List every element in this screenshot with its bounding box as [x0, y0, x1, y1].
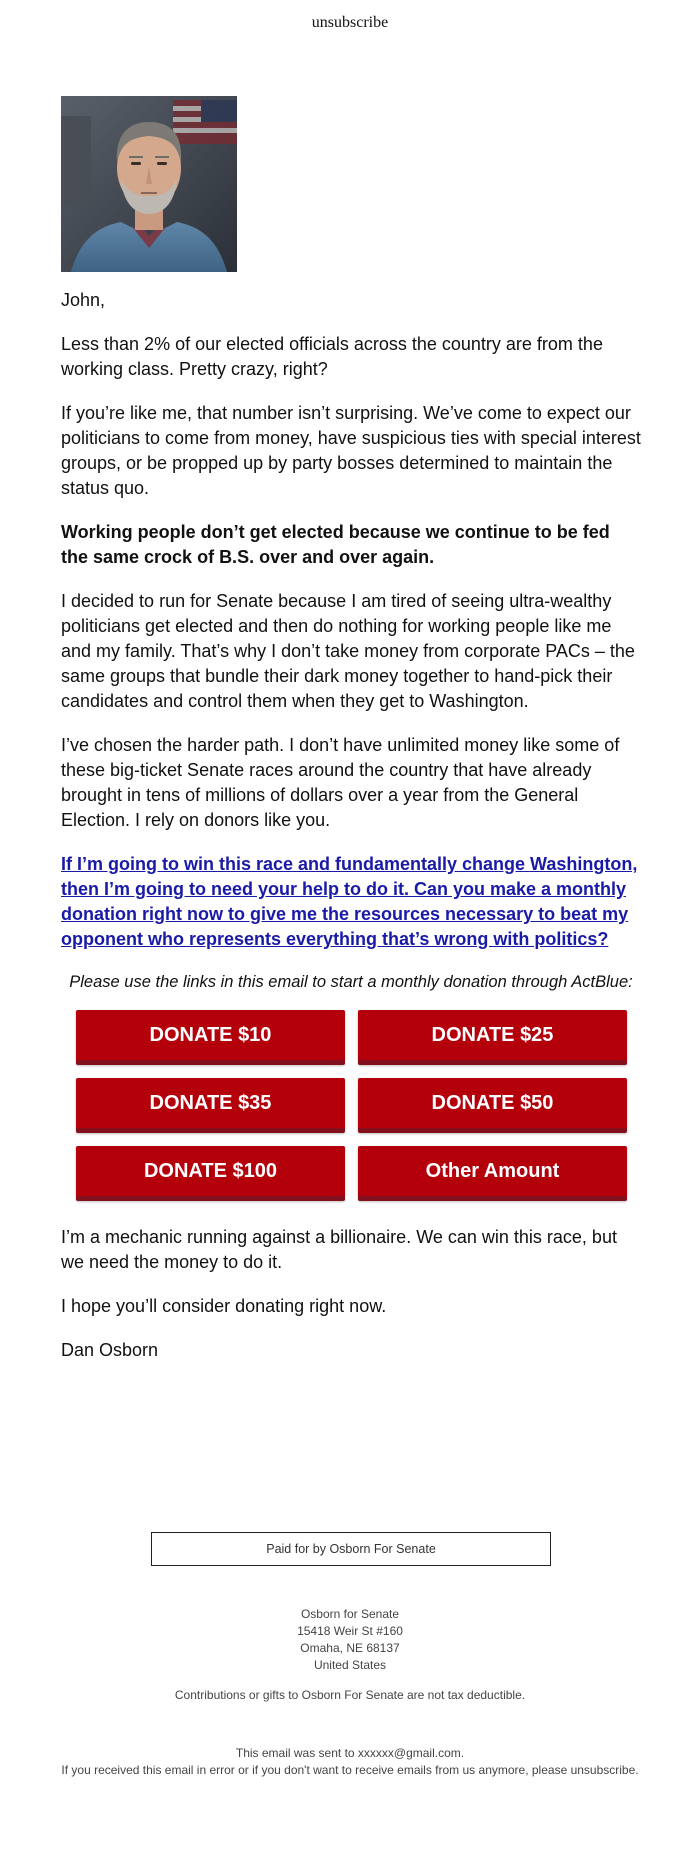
donation-appeal: [61, 852, 641, 952]
portrait-image: [61, 96, 237, 272]
candidate-portrait: [61, 96, 237, 272]
address-line: Osborn for Senate: [300, 1607, 400, 1621]
letter-body: [61, 288, 641, 1382]
address-line: Omaha, NE 68137: [300, 1641, 400, 1655]
donation-instructions: Please use the links in this email to start a monthly donation through ActBlue:: [69, 973, 633, 991]
donation-appeal-link[interactable]: If I’m going to win this race and fundamentally change Washington, then I’m going to need your help to do it. Can you make a monthly donation right now to give me the resources necessary to beat my opponent who represents everything that’s wrong with politics?: [61, 854, 638, 949]
donate-100-button[interactable]: DONATE $100: [76, 1146, 345, 1201]
sent-to-line: [0, 1745, 700, 1762]
signature: Dan Osborn: [61, 1340, 159, 1360]
address-line: United States: [313, 1658, 387, 1672]
paragraph-2: If you’re like me, that number isn’t surprising. We’ve come to expect our politicians to come from money, have suspicious ties with special interest groups, or be propped up by party bosses determined to maintain the status quo.: [61, 403, 641, 498]
donate-35-button[interactable]: DONATE $35: [76, 1078, 345, 1133]
paid-for-text: Paid for by Osborn For Senate: [266, 1542, 436, 1556]
paragraph-bold: Working people don’t get elected because we continue to be fed the same crock of B.S. over and over again.: [61, 522, 610, 567]
closing-paragraph-1: I’m a mechanic running against a billionaire. We can win this race, but we need the money to do it.: [61, 1227, 617, 1272]
unsubscribe-note[interactable]: If you received this email in error or if you don't want to receive emails from us anymore, please unsubscribe.: [61, 1763, 639, 1777]
address-line: 15418 Weir St #160: [297, 1624, 403, 1638]
sent-to-prefix: This email was sent to: [235, 1746, 358, 1760]
paid-for-disclaimer: [151, 1532, 551, 1566]
greeting: John,: [61, 290, 106, 310]
sent-to-suffix: .: [460, 1746, 465, 1760]
donate-other-amount-button[interactable]: Other Amount: [358, 1146, 627, 1201]
paragraph-3: I decided to run for Senate because I am tired of seeing ultra-wealthy politicians get elected and then do nothing for working people like me and my family. That’s why I don’t take money from corporate PACs – the same groups that bundle their dark money together to hand-pick their candidates and control them when they get to Washington.: [61, 591, 635, 711]
donate-25-button[interactable]: DONATE $25: [358, 1010, 627, 1065]
tax-deductible-note: Contributions or gifts to Osborn For Senate are not tax deductible.: [174, 1688, 526, 1702]
unsubscribe-link[interactable]: unsubscribe: [311, 14, 389, 31]
donate-50-button[interactable]: DONATE $50: [358, 1078, 627, 1133]
donate-button-grid: [76, 1010, 627, 1201]
closing-paragraph-2: I hope you’ll consider donating right now.: [61, 1296, 387, 1316]
footer-address: [0, 1606, 700, 1674]
paragraph-4: I’ve chosen the harder path. I don’t have unlimited money like some of these big-ticket Senate races around the country that have already brought in tens of millions of dollars over a year from the General Election. I rely on donors like you.: [61, 735, 620, 830]
paragraph-1: Less than 2% of our elected officials across the country are from the working class. Pretty crazy, right?: [61, 334, 603, 379]
footer-sent-info: [0, 1745, 700, 1779]
recipient-email-link[interactable]: xxxxxx@gmail.com: [357, 1746, 461, 1760]
donate-10-button[interactable]: DONATE $10: [76, 1010, 345, 1065]
